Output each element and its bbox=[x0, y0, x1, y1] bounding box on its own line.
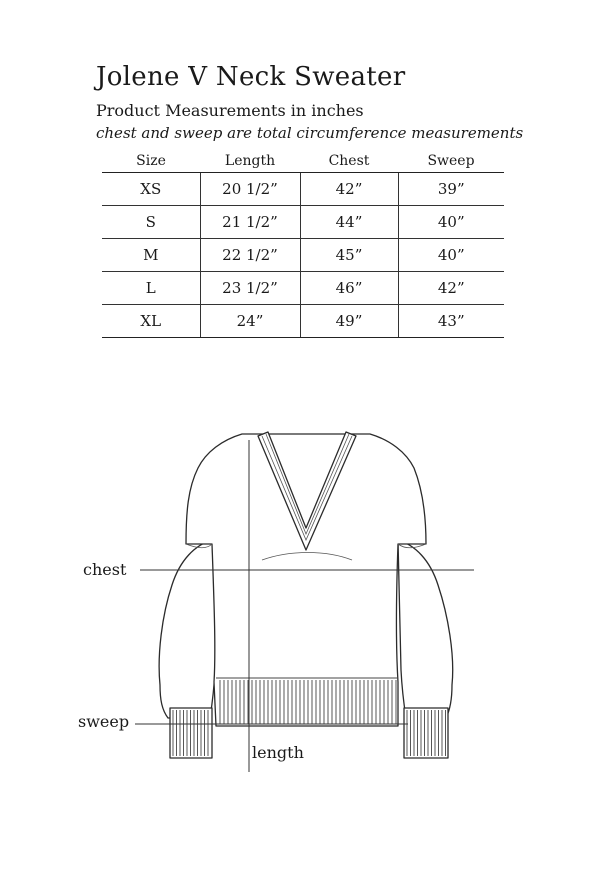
length-cell: 21 1/2” bbox=[200, 206, 300, 239]
size-cell: M bbox=[102, 239, 200, 272]
size-cell: L bbox=[102, 272, 200, 305]
length-cell: 24” bbox=[200, 305, 300, 338]
table-row bbox=[102, 239, 504, 272]
left-sleeve bbox=[159, 540, 215, 758]
measurement-note: chest and sweep are total circumference measurements bbox=[96, 124, 524, 142]
table-row bbox=[102, 173, 504, 206]
chest-cell: 44” bbox=[300, 206, 398, 239]
table-row bbox=[102, 305, 504, 338]
column-header-size: Size bbox=[136, 153, 166, 169]
chest-cell: 49” bbox=[300, 305, 398, 338]
sweep-cell: 42” bbox=[398, 272, 504, 305]
table-row bbox=[102, 272, 504, 305]
page-subtitle: Product Measurements in inches bbox=[96, 101, 364, 120]
column-header-chest: Chest bbox=[328, 153, 370, 169]
right-cuff bbox=[404, 708, 448, 758]
sweep-cell: 43” bbox=[398, 305, 504, 338]
column-header-sweep: Sweep bbox=[427, 153, 475, 169]
page-title: Jolene V Neck Sweater bbox=[96, 62, 406, 92]
sweep-cell: 40” bbox=[398, 206, 504, 239]
chest-cell: 46” bbox=[300, 272, 398, 305]
size-cell: XL bbox=[102, 305, 200, 338]
size-cell: XS bbox=[102, 173, 200, 206]
length-cell: 22 1/2” bbox=[200, 239, 300, 272]
table-header-row bbox=[102, 150, 504, 173]
right-sleeve bbox=[398, 540, 453, 758]
sweep-cell: 40” bbox=[398, 239, 504, 272]
sweep-label: sweep bbox=[78, 712, 130, 731]
column-header-length: Length bbox=[224, 153, 276, 169]
length-cell: 23 1/2” bbox=[200, 272, 300, 305]
sweep-cell: 39” bbox=[398, 173, 504, 206]
length-label: length bbox=[252, 743, 304, 762]
size-cell: S bbox=[102, 206, 200, 239]
sweater-diagram bbox=[0, 400, 600, 878]
size-chart-table bbox=[102, 150, 504, 338]
chest-cell: 45” bbox=[300, 239, 398, 272]
table-row bbox=[102, 206, 504, 239]
length-cell: 20 1/2” bbox=[200, 173, 300, 206]
chest-label: chest bbox=[83, 560, 127, 579]
chest-cell: 42” bbox=[300, 173, 398, 206]
sweater-body bbox=[186, 434, 426, 726]
left-cuff bbox=[170, 708, 212, 758]
